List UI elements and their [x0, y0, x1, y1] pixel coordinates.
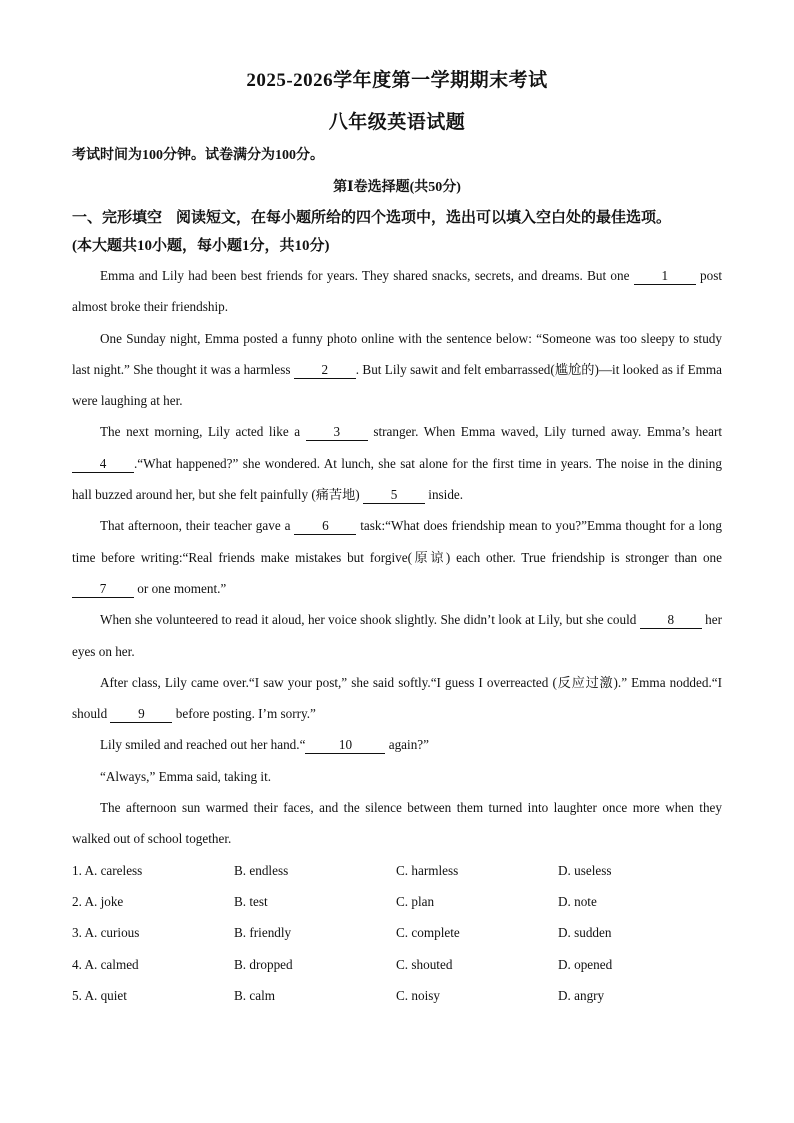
part-heading — [72, 204, 722, 232]
passage-text: her eyes on her. — [72, 612, 722, 659]
passage-text: After class, Lily came over.“I saw your post,” she said softly.“I guess I overreacted (反应过激).” Emma nodded.“I should — [72, 674, 722, 722]
blank-3: 3 — [306, 424, 368, 441]
option-c: C. plan — [396, 893, 435, 909]
blank-4: 4 — [72, 456, 134, 473]
passage-paragraph — [72, 323, 722, 417]
passage-paragraph — [72, 510, 722, 604]
option-d: D. useless — [558, 862, 612, 878]
passage-text: The next morning, Lily acted like a — [100, 424, 306, 440]
option-b: B. friendly — [234, 925, 292, 941]
blank-10: 10 — [305, 737, 385, 754]
option-row — [72, 949, 722, 980]
passage-paragraph — [72, 667, 722, 730]
option-b: B. endless — [234, 862, 289, 878]
option-d: D. sudden — [558, 925, 612, 941]
option-a: 1. A. careless — [72, 862, 143, 878]
part-heading-label: 一、完形填空 — [72, 210, 163, 226]
passage-text: One Sunday night, Emma posted a funny photo online with the sentence below: “Someone was too sleepy to study last night.” She thought it was a harmless — [72, 330, 722, 377]
passage-text: again?” — [385, 737, 429, 753]
blank-5: 5 — [363, 487, 425, 504]
passage-text: Lily smiled and reached out her hand.“ — [100, 737, 306, 753]
part-heading-instruction: 阅读短文，在每小题所给的四个选项中，选出可以填入空白处的最佳选项。 — [176, 210, 672, 226]
section-title: 第Ⅰ卷选择题(共50分) — [333, 180, 461, 195]
passage-text: task:“What does friendship mean to you?”Emma thought for a long time before writing:“Real friends make mistakes but forgive(原谅) each other. True friendship is stronger than one — [72, 518, 722, 565]
exam-info: 考试时间为100分钟。试卷满分为100分。 — [72, 148, 324, 163]
blank-9: 9 — [110, 706, 172, 723]
blank-6: 6 — [294, 518, 356, 535]
passage-text: .“What happened?” she wondered. At lunch, she sat alone for the first time in years. The noise in the dining hall buzzed around her, but she felt painfully (痛苦地) — [72, 455, 722, 503]
option-c: C. complete — [396, 925, 460, 941]
option-d: D. opened — [558, 956, 613, 972]
option-d: D. angry — [558, 987, 605, 1003]
passage-paragraph — [72, 416, 722, 510]
cloze-passage — [72, 260, 722, 855]
option-c: C. harmless — [396, 862, 459, 878]
passage-text: When she volunteered to read it aloud, her voice shook slightly. She didn’t look at Lily, but she could — [100, 612, 640, 628]
exam-page — [72, 60, 722, 1011]
passage-text: stranger. When Emma waved, Lily turned away. Emma’s heart — [367, 424, 722, 440]
exam-subtitle: 八年级英语试题 — [328, 112, 466, 133]
option-a: 3. A. curious — [72, 925, 140, 941]
option-d: D. note — [558, 893, 597, 909]
option-row — [72, 855, 722, 886]
passage-text: . But Lily sawit and felt embarrassed(尴尬的)—it looked as if Emma were laughing at her. — [72, 361, 723, 409]
option-c: C. shouted — [396, 956, 453, 972]
passage-text: post almost broke their friendship. — [72, 268, 722, 315]
blank-7: 7 — [72, 581, 134, 598]
option-a: 4. A. calmed — [72, 956, 139, 972]
answer-options — [72, 855, 722, 1011]
option-b: B. calm — [234, 987, 276, 1003]
passage-text: That afternoon, their teacher gave a — [100, 518, 295, 534]
passage-paragraph — [72, 604, 722, 667]
passage-paragraph — [72, 260, 722, 323]
passage-paragraph: The afternoon sun warmed their faces, and the silence between them turned into laughter once more when they walked out of school together. — [72, 800, 722, 847]
passage-text: before posting. I’m sorry.” — [172, 706, 316, 722]
passage-text: or one moment.” — [134, 580, 227, 596]
part-heading-score: (本大题共10小题，每小题1分，共10分) — [72, 238, 330, 254]
option-a: 2. A. joke — [72, 893, 124, 909]
option-b: B. dropped — [234, 956, 293, 972]
option-a: 5. A. quiet — [72, 987, 127, 1003]
passage-paragraph — [72, 729, 722, 760]
exam-title: 2025-2026学年度第一学期期末考试 — [246, 70, 548, 91]
passage-text: inside. — [424, 487, 464, 503]
blank-1: 1 — [634, 268, 696, 285]
passage-text: Emma and Lily had been best friends for years. They shared snacks, secrets, and dreams. But one — [100, 268, 634, 283]
passage-paragraph: “Always,” Emma said, taking it. — [100, 768, 272, 784]
option-row — [72, 886, 722, 917]
option-b: B. test — [234, 893, 268, 909]
blank-8: 8 — [640, 612, 702, 629]
blank-2: 2 — [294, 362, 356, 379]
option-c: C. noisy — [396, 987, 440, 1003]
option-row — [72, 980, 722, 1011]
option-row — [72, 917, 722, 948]
